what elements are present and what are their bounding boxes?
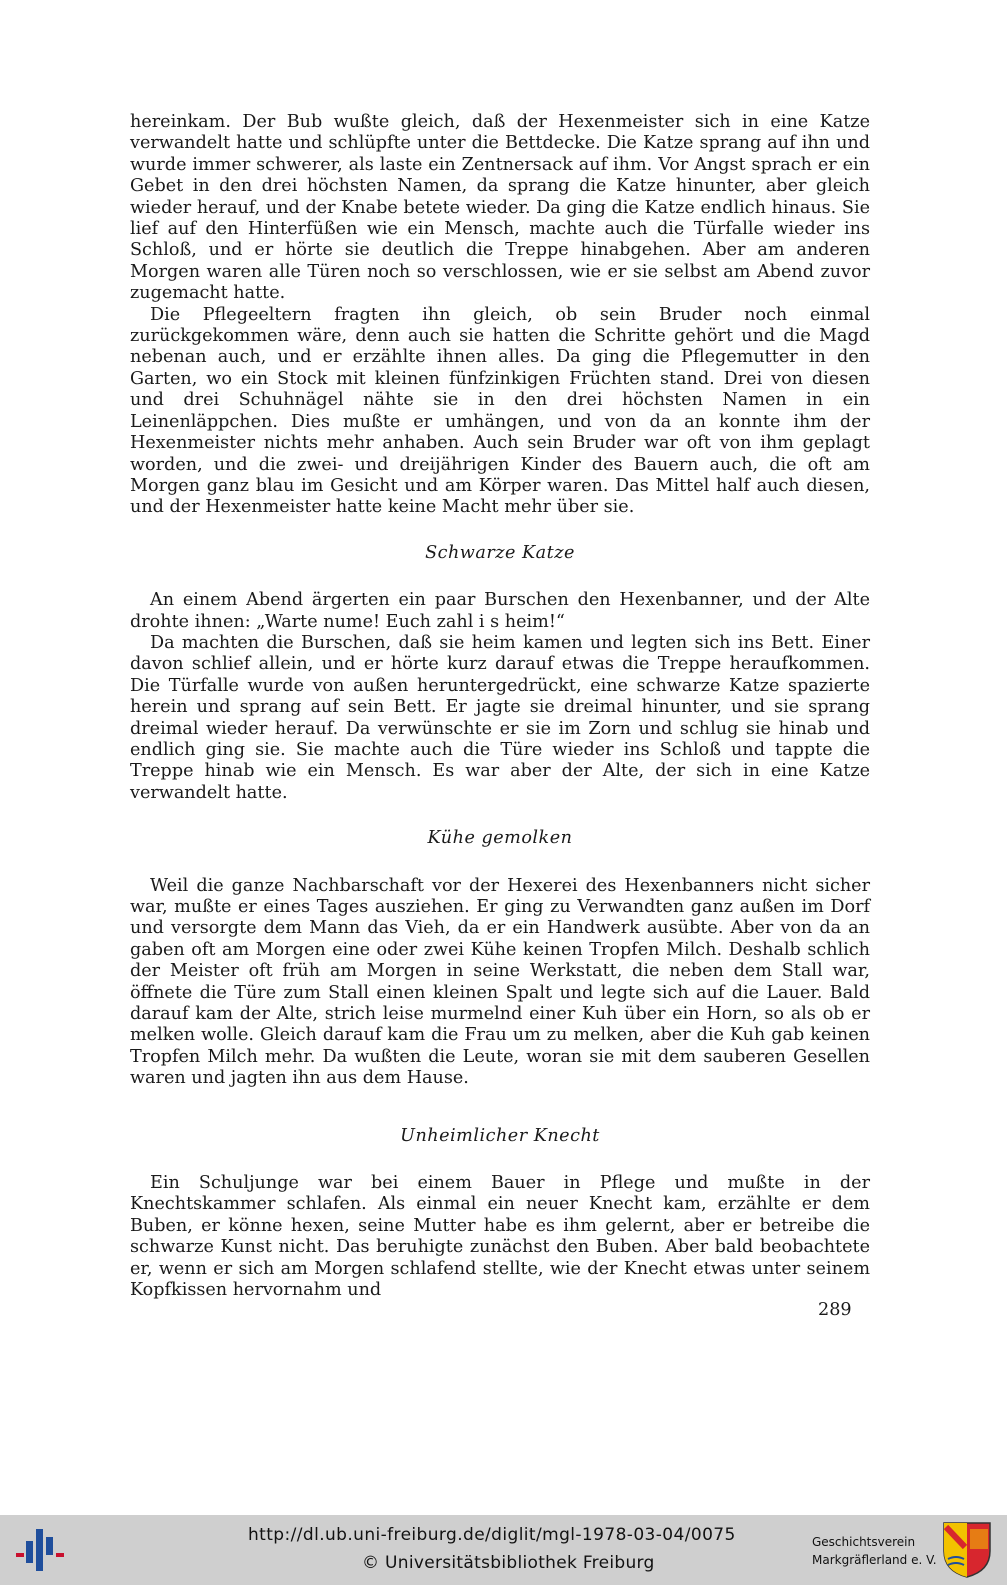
coat-of-arms-icon [942,1521,992,1579]
section-title: Schwarze Katze [425,542,575,563]
footer-org-name: Geschichtsverein [812,1535,916,1549]
footer-url-link[interactable]: http://dl.ub.uni-freiburg.de/diglit/mgl-1978-03-04/0075 [248,1525,736,1545]
section-title: Kühe gemolken [427,828,573,849]
paragraph: An einem Abend ärgerten ein paar Burschen den Hexenbanner, und der Alte drohte ihnen: „Warte nume! Euch zahl i s heim!“ [130,590,870,632]
paragraph: hereinkam. Der Bub wußte gleich, daß der Hexenmeister sich in eine Katze verwandelt hatte und schlüpfte unter die Bettdecke. Die Katze sprang auf ihn und wurde immer schwerer, als laste ein Zentnersack auf ihm. Vor Angst sprach er ein Gebet in den drei höchsten Namen, da sprang die Katze hinunter, aber gleich wieder herauf, und der Knabe betete wieder. Da ging die Katze endlich hinaus. Sie lief auf den Hinterfüßen wie ein Mensch, machte auch die Türfalle wieder ins Schloß, und er hörte sie deutlich die Treppe hinabgehen. Aber am anderen Morgen waren alle Türen noch so verschlossen, wie er sie selbst am Abend zuvor zugemacht hatte. [130,112,870,304]
paragraph: Ein Schuljunge war bei einem Bauer in Pflege und mußte in der Knechtskammer schlafen. Als einmal ein neuer Knecht kam, erzählte er dem Buben, er könne hexen, seine Mutter habe es ihm gelernt, aber er betreibe die schwarze Kunst nicht. Das beruhigte zunächst den Buben. Aber bald beobachtete er, wenn er sich am Morgen schlafend stellte, wie der Knecht etwas unter seinem Kopfkissen hervornahm und [130,1173,870,1301]
page-body [130,112,870,1302]
ub-freiburg-logo-icon [14,1523,68,1577]
footer-copyright: © Universitätsbibliothek Freiburg [362,1553,655,1573]
footer-org-name: Markgräflerland e. V. [812,1553,937,1567]
footer-bar [0,1515,1007,1585]
paragraph: Die Pflegeeltern fragten ihn gleich, ob sein Bruder noch einmal zurückgekommen wäre, denn auch sie hatten die Schritte gehört und die Magd nebenan auch, und er erzählte ihnen alles. Da ging die Pflegemutter in den Garten, wo ein Stock mit kleinen fünfzinkigen Früchten stand. Drei von diesen und drei Schuhnägel nähte sie in den drei höchsten Namen in ein Leinenläppchen. Dies mußte er umhängen, und von da an konnte ihm der Hexenmeister nichts mehr anhaben. Auch sein Bruder war oft von ihm geplagt worden, und die zwei- und dreijährigen Kinder des Bauern auch, die oft am Morgen ganz blau im Gesicht und am Körper waren. Das Mittel half auch diesen, und der Hexenmeister hatte keine Macht mehr über sie. [130,304,870,518]
page-number: 289 [818,1300,852,1320]
paragraph: Weil die ganze Nachbarschaft vor der Hexerei des Hexenbanners nicht sicher war, mußte er eines Tages ausziehen. Er ging zu Verwandten ganz außen im Dorf und versorgte dem Mann das Vieh, da er ein Handwerk ausübte. Aber von da an gaben oft am Morgen eine oder zwei Kühe keinen Tropfen Milch. Deshalb schlich der Meister oft früh am Morgen in seine Werkstatt, die neben dem Stall war, öffnete die Türe zum Stall einen kleinen Spalt und legte sich auf die Lauer. Bald darauf kam der Alte, strich leise murmelnd einer Kuh über ein Horn, so als ob er melken wolle. Gleich darauf kam die Frau um zu melken, aber die Kuh gab keinen Tropfen Milch mehr. Da wußten die Leute, woran sie mit dem sauberen Gesellen waren und jagten ihn aus dem Hause. [130,875,870,1089]
paragraph: Da machten die Burschen, daß sie heim kamen und legten sich ins Bett. Einer davon schlief allein, und er hörte kurz darauf etwas die Treppe heraufkommen. Die Türfalle wurde von außen heruntergedrückt, eine schwarze Katze spazierte herein und sprang auf sein Bett. Er jagte sie dreimal hinunter, und sie sprang dreimal wieder herauf. Da verwünschte er sie im Zorn und schlug sie hinab und endlich ging sie. Sie machte auch die Türe wieder ins Schloß und tappte die Treppe hinab wie ein Mensch. Es war aber der Alte, der sich in eine Katze verwandelt hatte. [130,632,870,803]
section-title: Unheimlicher Knecht [400,1125,600,1146]
